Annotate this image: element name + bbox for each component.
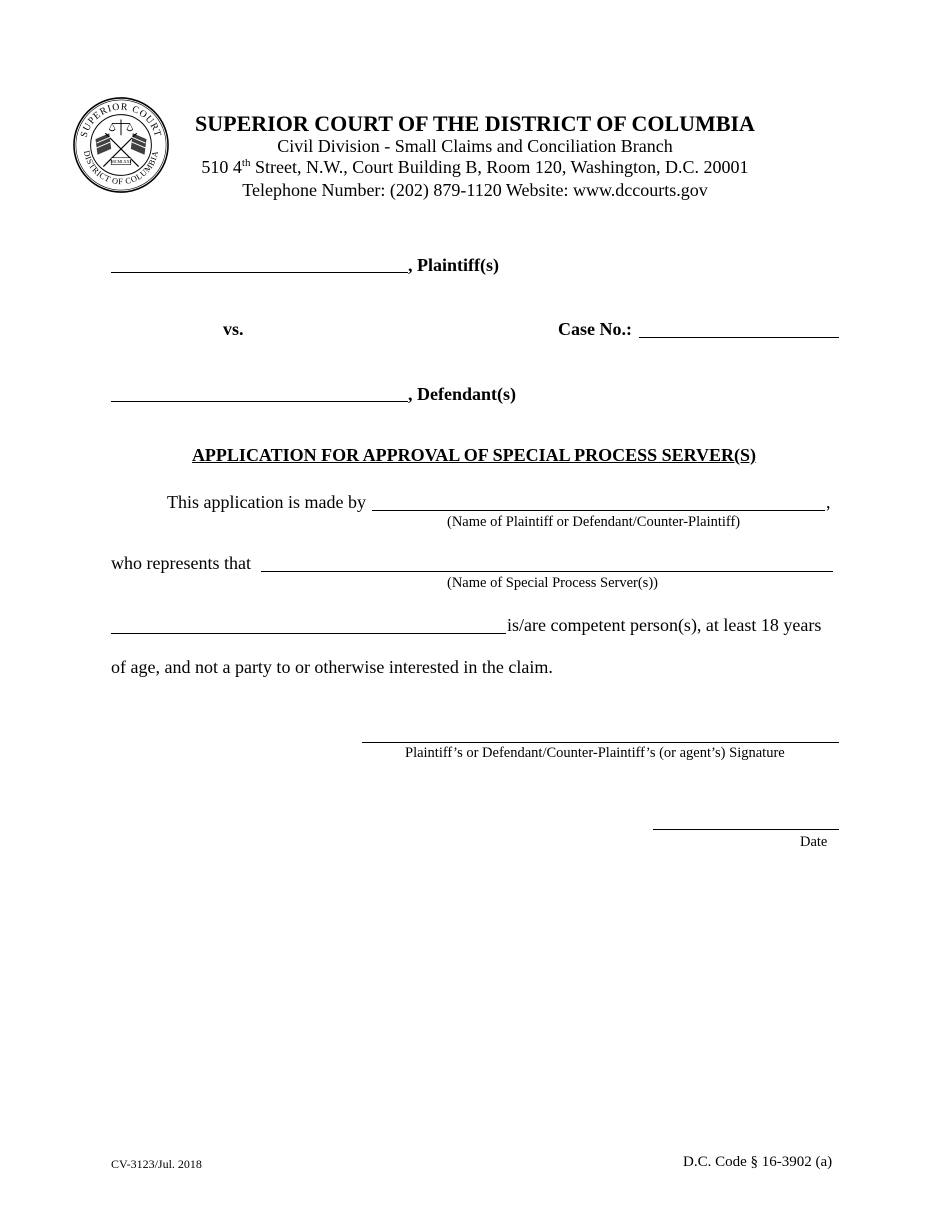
competent-text: is/are competent person(s), at least 18 years	[507, 615, 822, 635]
date-label: Date	[800, 834, 828, 850]
made-by-text: This application is made by	[167, 492, 366, 512]
signature-label: Plaintiff’s or Defendant/Counter-Plaintiff’s (or agent’s) Signature	[405, 745, 785, 761]
defendant-label: , Defendant(s)	[408, 384, 516, 404]
court-address	[175, 157, 775, 178]
court-division: Civil Division - Small Claims and Conciliation Branch	[277, 136, 673, 156]
form-number: CV-3123/Jul. 2018	[111, 1157, 202, 1171]
age-text: of age, and not a party to or otherwise interested in the claim.	[111, 657, 553, 677]
applicant-name-line[interactable]	[372, 510, 825, 511]
date-line[interactable]	[653, 829, 839, 830]
case-number-label: Case No.:	[558, 319, 632, 339]
process-server-hint: (Name of Special Process Server(s))	[447, 575, 658, 591]
form-title: APPLICATION FOR APPROVAL OF SPECIAL PROCESS SERVER(S)	[191, 445, 757, 465]
made-by-comma: ,	[826, 492, 831, 512]
court-phone-website: Telephone Number: (202) 879-1120 Website: www.dccourts.gov	[242, 180, 708, 200]
process-server-continuation-line[interactable]	[111, 633, 506, 634]
address-superscript: th	[241, 157, 251, 169]
address-rest: Street, N.W., Court Building B, Room 120, Washington, D.C. 20001	[250, 157, 749, 177]
defendant-name-line[interactable]	[111, 401, 408, 402]
process-server-name-line[interactable]	[261, 571, 833, 572]
court-name: SUPERIOR COURT OF THE DISTRICT OF COLUMBIA	[195, 111, 755, 136]
case-number-line[interactable]	[639, 337, 839, 338]
plaintiff-label: , Plaintiff(s)	[408, 255, 499, 275]
dc-code-reference: D.C. Code § 16-3902 (a)	[683, 1154, 833, 1170]
plaintiff-name-line[interactable]	[111, 272, 408, 273]
seal-top-text: SUPERIOR COURT	[78, 101, 164, 139]
court-seal	[72, 96, 170, 194]
represents-text: who represents that	[111, 553, 251, 573]
applicant-name-hint: (Name of Plaintiff or Defendant/Counter-Plaintiff)	[447, 514, 741, 530]
vs-label: vs.	[223, 319, 244, 339]
seal-bottom-text: DISTRICT OF COLUMBIA	[81, 149, 161, 187]
seal-ribbon-text: MCMLXXI	[111, 159, 131, 165]
address-prefix: 510 4	[201, 157, 242, 177]
signature-line[interactable]	[362, 742, 839, 743]
